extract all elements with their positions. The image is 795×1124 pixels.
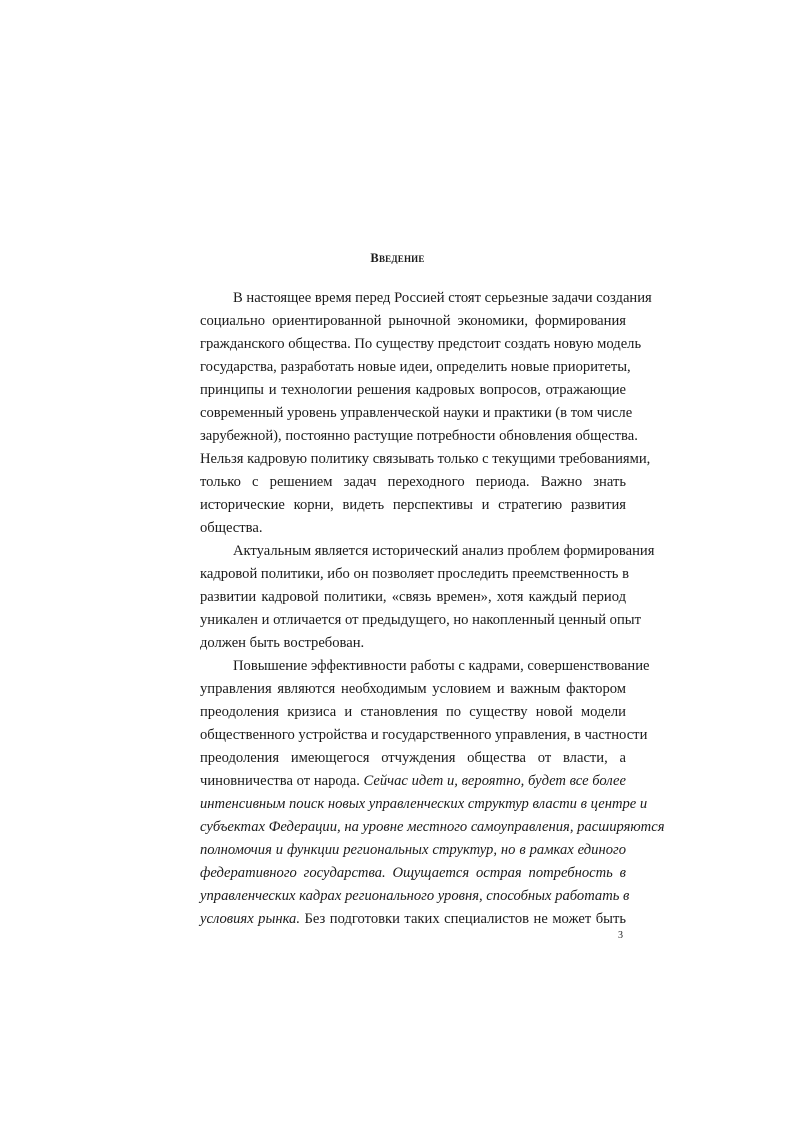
italic-text: интенсивным поиск новых управленческих структур власти в центре и <box>200 796 648 812</box>
text-line <box>200 494 626 517</box>
body-text <box>200 287 665 931</box>
text-run: Без подготовки таких специалистов не может быть <box>300 911 626 927</box>
text-line <box>200 839 626 862</box>
text-run: управления являются необходимым условием и важным фактором <box>200 681 626 697</box>
italic-text: полномочия и функции региональных структур, но в рамках единого <box>200 842 626 858</box>
text-run: чиновничества от народа. <box>200 773 364 789</box>
text-line <box>200 425 638 448</box>
text-run: преодоления кризиса и становления по существу новой модели <box>200 704 626 720</box>
text-line <box>200 563 629 586</box>
text-line <box>200 379 626 402</box>
text-line <box>200 540 655 563</box>
text-run: общества. <box>200 520 263 536</box>
text-line <box>200 609 641 632</box>
text-run: Повышение эффективности работы с кадрами, совершенствование <box>233 658 650 674</box>
text-run: должен быть востребован. <box>200 635 365 651</box>
text-run: принципы и технологии решения кадровых вопросов, отражающие <box>200 382 626 398</box>
text-line <box>200 793 648 816</box>
italic-text: управленческих кадрах регионального уровня, способных работать в <box>200 888 630 904</box>
text-line <box>200 747 626 770</box>
text-line <box>200 678 626 701</box>
text-line <box>200 770 626 793</box>
text-line <box>200 356 631 379</box>
text-line <box>200 816 665 839</box>
paragraph <box>200 287 652 540</box>
italic-text: условиях рынка. <box>200 911 301 927</box>
text-line <box>200 586 626 609</box>
paragraph <box>200 540 655 655</box>
text-line <box>200 471 626 494</box>
italic-text: Сейчас идет и, вероятно, будет все более <box>363 773 627 789</box>
text-line <box>200 908 626 931</box>
text-line <box>200 724 648 747</box>
text-run: современный уровень управленческой науки и практики (в том числе <box>200 405 633 421</box>
text-run: зарубежной), постоянно растущие потребности обновления общества. <box>200 428 638 444</box>
text-run: исторические корни, видеть перспективы и стратегию развития <box>200 497 626 513</box>
text-run: гражданского общества. По существу предстоит создать новую модель <box>200 336 642 352</box>
text-line <box>200 448 651 471</box>
page-number: 3 <box>618 930 623 941</box>
text-run: государства, разработать новые идеи, определить новые приоритеты, <box>200 359 631 375</box>
text-run: развитии кадровой политики, «связь времен», хотя каждый период <box>200 589 626 605</box>
text-line <box>200 885 630 908</box>
text-line <box>200 333 642 356</box>
text-line <box>200 310 626 333</box>
text-line <box>200 287 652 310</box>
paragraph <box>200 655 665 931</box>
text-run: Актуальным является исторический анализ проблем формирования <box>233 543 655 559</box>
text-run: кадровой политики, ибо он позволяет проследить преемственность в <box>200 566 629 582</box>
text-run: общественного устройства и государственного управления, в частности <box>200 727 648 743</box>
text-line <box>200 701 626 724</box>
text-line <box>200 632 626 655</box>
text-run: преодоления имеющегося отчуждения общества от власти, а <box>200 750 626 766</box>
text-line <box>200 862 626 885</box>
page-title: Введение <box>370 251 425 265</box>
text-line <box>200 402 633 425</box>
text-line <box>200 655 650 678</box>
text-run: социально ориентированной рыночной экономики, формирования <box>200 313 626 329</box>
text-run: Нельзя кадровую политику связывать только с текущими требованиями, <box>200 451 651 467</box>
text-line <box>200 517 626 540</box>
italic-text: федеративного государства. Ощущается острая потребность в <box>200 865 626 881</box>
text-run: В настоящее время перед Россией стоят серьезные задачи создания <box>233 290 652 306</box>
text-run: только с решением задач переходного периода. Важно знать <box>200 474 626 490</box>
text-run: уникален и отличается от предыдущего, но накопленный ценный опыт <box>200 612 641 628</box>
italic-text: субъектах Федерации, на уровне местного самоуправления, расширяются <box>200 819 665 835</box>
